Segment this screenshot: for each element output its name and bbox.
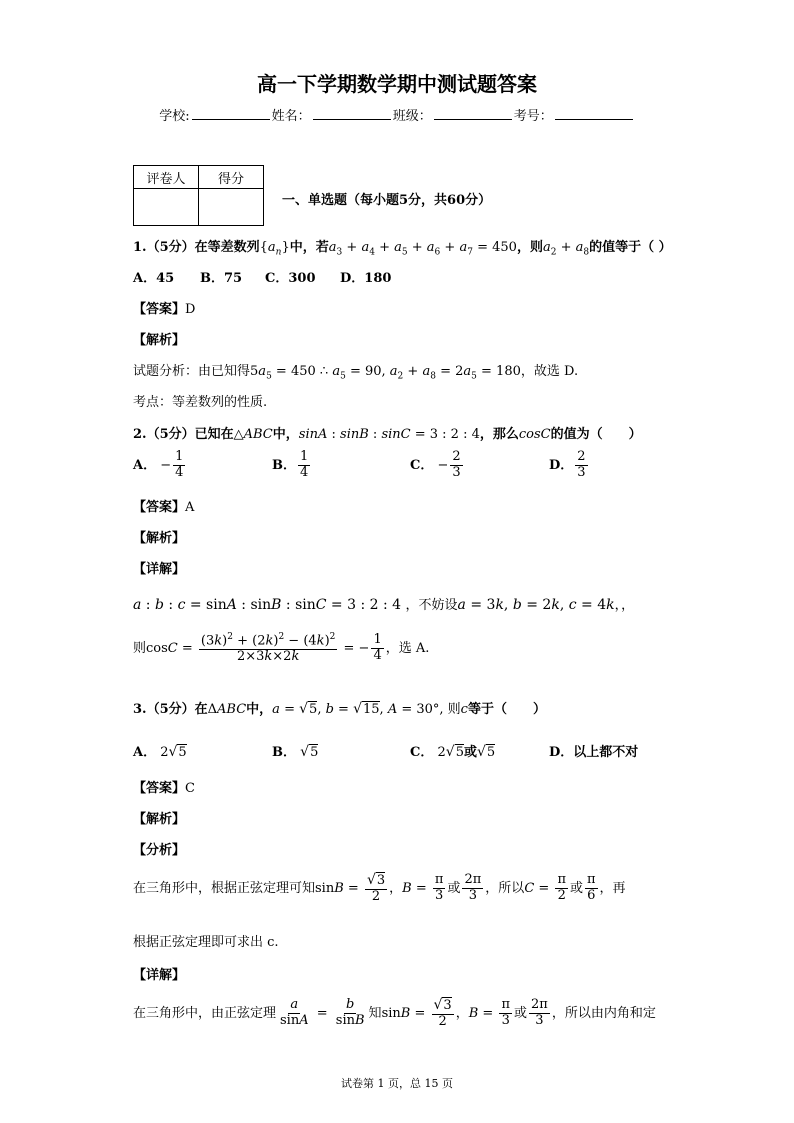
question-2-detail-line-2: 则cosC = $\frac{(3k)^2 + (2k)^2 - (4k)^2}{2\times 3k\times 2k}$ = − $\frac{1}{4}$ ，选 A. xyxy=(133,632,430,665)
number-blank xyxy=(555,107,633,120)
question-1-answer: 【答案】D xyxy=(133,302,196,317)
question-3-option-b: B． √5 xyxy=(272,744,319,760)
question-3-option-d: D．以上都不对 xyxy=(549,745,639,760)
question-3-fenxi-line-2: 根据正弦定理即可求出 c. xyxy=(133,935,279,950)
question-1-option-c: C．300 xyxy=(265,271,316,286)
question-3-detail-line-1: 在三角形中，由正弦定理 $\frac{a}{\sin A}$ = $\frac{b}{\sin B}$ 知sinB = $\frac{√3}{2}$ ，B = $\frac{\pi}{3}$ 或 $\frac{2\pi}{3}$ ，所以由内角和定 xyxy=(133,997,656,1029)
question-1-stem: 1.（5分）在等差数列$\{a_n\}$中，若$a_3 + a_4 + a_5 + a_6 + a_7 = 450$，则$a_2 + a_8$的值等于（ ） xyxy=(133,240,672,258)
question-2-option-d: D． $\frac{2}{3}$ xyxy=(549,449,586,480)
question-2-option-c: C． − $\frac{2}{3}$ xyxy=(410,449,461,480)
question-1-option-d: D．180 xyxy=(340,271,392,286)
section-heading: 一、单选题（每小题5分，共60分） xyxy=(282,193,492,208)
class-blank xyxy=(434,107,512,120)
question-1-explanation: 试题分析：由已知得$5a_5 = 450$ ∴ $a_5 = 90$, $a_2 + a_8 = 2a_5 = 180$，故选 D. xyxy=(133,364,579,382)
question-3-option-c: C． 2√5或√5 xyxy=(410,744,496,760)
question-3-fenxi-label: 【分析】 xyxy=(133,843,186,858)
question-1-option-b: B．75 xyxy=(200,271,243,286)
question-1-point: 考点：等差数列的性质. xyxy=(133,395,268,410)
score-table xyxy=(133,165,264,226)
question-2-detail-line-1: a : b : c = sinA : sinB : sinC = 3 : 2 : 4 ，不妨设a = 3k, b = 2k, c = 4k，， xyxy=(133,597,635,613)
grader-header: 评卷人 xyxy=(134,166,199,189)
question-2-option-b: B． $\frac{1}{4}$ xyxy=(272,449,309,480)
class-label: 班级： xyxy=(392,109,432,124)
question-1-analysis-label: 【解析】 xyxy=(133,333,186,348)
number-label: 考号： xyxy=(513,109,553,124)
school-blank xyxy=(192,107,270,120)
question-3-detail-label: 【详解】 xyxy=(133,968,186,983)
school-label: 学校: xyxy=(159,109,190,124)
name-label: 姓名： xyxy=(271,109,311,124)
question-3-analysis-label: 【解析】 xyxy=(133,812,186,827)
question-2-analysis-label: 【解析】 xyxy=(133,531,186,546)
question-2-detail-label: 【详解】 xyxy=(133,562,186,577)
question-3-option-a: A． 2√5 xyxy=(133,744,187,760)
page-title: 高一下学期数学期中测试题答案 xyxy=(257,72,537,96)
score-header: 得分 xyxy=(199,166,264,189)
grader-cell xyxy=(134,189,199,226)
question-3-answer: 【答案】C xyxy=(133,781,195,796)
question-3-fenxi-line-1: 在三角形中，根据正弦定理可知sinB = $\frac{√3}{2}$ ，B = $\frac{\pi}{3}$ 或 $\frac{2\pi}{3}$ ，所以C = $\frac{\pi}{2}$ 或 $\frac{\pi}{6}$ ，再 xyxy=(133,872,626,904)
question-2-stem: 2.（5分）已知在△ABC中，sinA : sinB : sinC = 3 : 2 : 4，那么cosC的值为（ ） xyxy=(133,427,642,442)
question-1-option-a: A．45 xyxy=(133,271,175,286)
score-cell xyxy=(199,189,264,226)
question-3-stem: 3.（5分）在ΔABC中，a = √5, b = √15, A = 30°, 则c等于（ ） xyxy=(133,701,546,717)
page-footer: 试卷第 1 页，总 15 页 xyxy=(341,1077,453,1090)
question-2-answer: 【答案】A xyxy=(133,500,195,515)
name-blank xyxy=(313,107,391,120)
student-info-line xyxy=(0,105,794,124)
question-2-option-a: A． − $\frac{1}{4}$ xyxy=(133,449,184,480)
